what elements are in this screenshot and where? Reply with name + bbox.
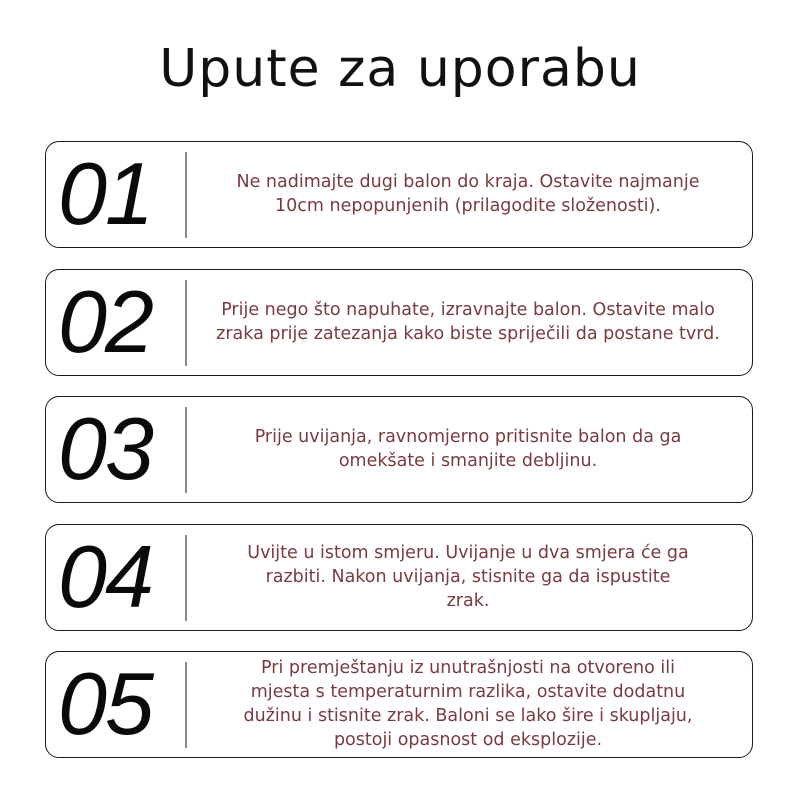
step-text (196, 142, 740, 246)
step-card-05 (45, 651, 753, 758)
divider-line (185, 407, 187, 493)
step-text-line: razbiti. Nakon uvijanja, stisnite ga da ispustite (265, 567, 671, 587)
page-title: Upute za uporabu (159, 39, 641, 99)
step-text-line: zrak. (446, 591, 490, 611)
step-text (196, 525, 740, 629)
step-card-01 (45, 141, 753, 248)
step-text-line: postoji opasnost od eksplozije. (333, 730, 603, 750)
step-number: 02 (58, 272, 152, 371)
step-text-line: Pri premještanju iz unutrašnjosti na otvoreno ili (261, 658, 675, 678)
step-text-line: zraka prije zatezanja kako biste spriječili da postane tvrd. (216, 324, 720, 344)
step-text-line: dužinu i stisnite zrak. Baloni se lako šire i skupljaju, (243, 706, 693, 726)
step-text-line: Uvijte u istom smjeru. Uvijanje u dva smjera će ga (247, 543, 689, 563)
step-card-04 (45, 524, 753, 631)
step-text-line: Ne nadimajte dugi balon do kraja. Ostavite najmanje (236, 172, 700, 192)
step-number: 04 (58, 527, 152, 626)
step-text-line: mjesta s temperaturnim razlika, ostavite dodatnu (250, 682, 686, 702)
divider-line (185, 152, 187, 238)
step-text (196, 652, 740, 756)
step-text (196, 397, 740, 501)
step-text-line: Prije uvijanja, ravnomjerno pritisnite balon da ga (254, 427, 682, 447)
step-text-line: omekšate i smanjite debljinu. (338, 451, 598, 471)
step-number: 05 (58, 654, 152, 753)
step-text-line: 10cm nepopunjenih (prilagodite složenosti). (275, 196, 661, 216)
divider-line (185, 535, 187, 621)
step-text (196, 270, 740, 374)
step-card-03 (45, 396, 753, 503)
step-card-02 (45, 269, 753, 376)
divider-line (185, 280, 187, 366)
divider-line (185, 662, 187, 748)
step-number: 03 (58, 399, 152, 498)
step-text-line: Prije nego što napuhate, izravnajte balon. Ostavite malo (221, 300, 715, 320)
step-number: 01 (58, 144, 152, 243)
